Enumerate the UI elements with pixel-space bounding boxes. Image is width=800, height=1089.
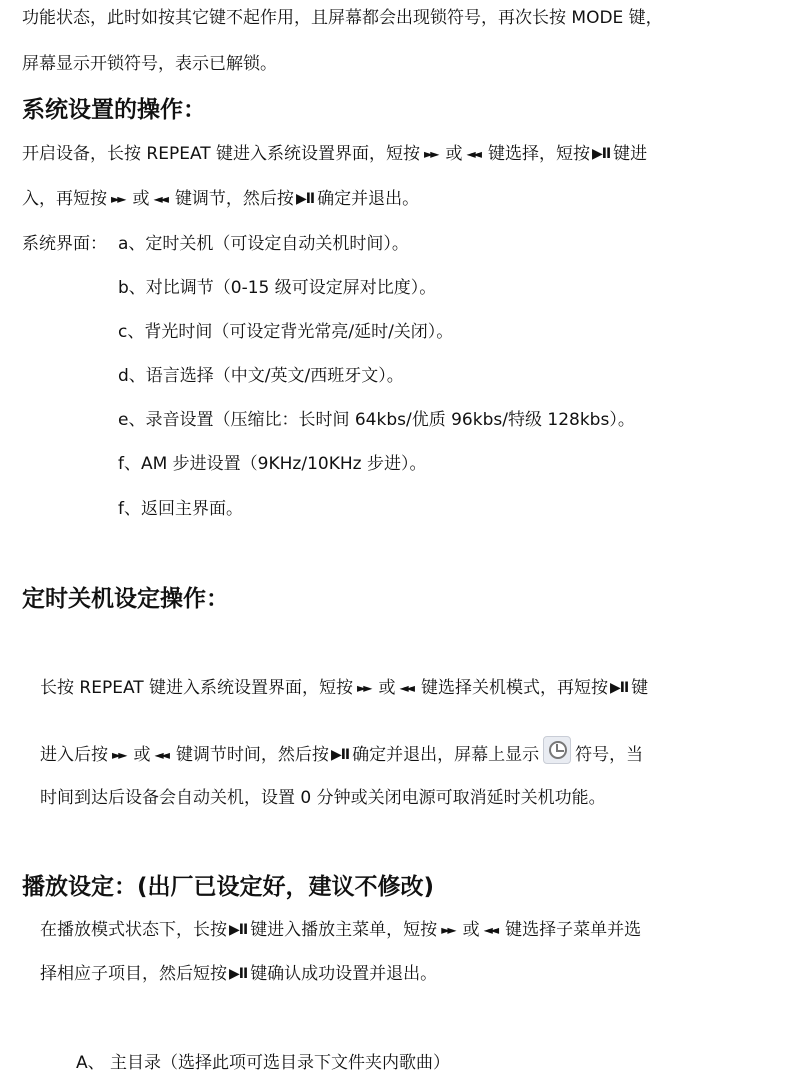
list-item: f、AM 步进设置（9KHz/10KHz 步进）。: [118, 454, 427, 474]
text: 或: [445, 144, 463, 164]
timer-line-3: 时间到达后设备会自动关机，设置 0 分钟或关闭电源可取消延时关机功能。: [40, 788, 606, 808]
text: 在播放模式状态下，长按: [40, 920, 227, 940]
play-item-a: A、 主目录（选择此项可选目录下文件夹内歌曲）: [76, 1053, 451, 1073]
play-pause-icon: ▶II: [591, 146, 611, 162]
text: 键确认成功设置并退出。: [250, 964, 438, 984]
play-pause-icon: ▶II: [330, 747, 350, 763]
play-line-2: [40, 962, 437, 986]
system-para-line-2: [22, 187, 419, 211]
rewind-icon: ◄◄: [399, 681, 412, 695]
fast-forward-icon: ►►: [424, 147, 437, 161]
timer-heading: 定时关机设定操作：: [22, 586, 229, 612]
text: 进入后按: [40, 745, 108, 765]
text: 长按 REPEAT 键进入系统设置界面，短按: [40, 678, 354, 698]
list-item: a、定时关机（可设定自动关机时间）。: [118, 234, 409, 254]
text: 键选择，短按: [487, 144, 590, 164]
text: 或: [133, 745, 151, 765]
rewind-icon: ◄◄: [153, 192, 166, 206]
text: 键进入播放主菜单，短按: [250, 920, 438, 940]
play-heading: 播放设定：(出厂已设定好，建议不修改): [22, 874, 435, 900]
text: 键调节时间，然后按: [175, 745, 329, 765]
timer-line-2: [40, 736, 643, 767]
text: 键选择子菜单并选: [505, 920, 642, 940]
text: 键调节，然后按: [174, 189, 294, 209]
list-item: d、语言选择（中文/英文/西班牙文）。: [118, 366, 404, 386]
text: 键进: [613, 144, 648, 164]
fast-forward-icon: ►►: [112, 748, 125, 762]
list-item: b、对比调节（0-15 级可设定屏对比度）。: [118, 278, 437, 298]
text: 符号，当: [575, 745, 644, 765]
system-heading: 系统设置的操作：: [22, 97, 206, 123]
text: 开启设备，长按 REPEAT 键进入系统设置界面，短按: [22, 144, 421, 164]
play-line-1: [40, 918, 641, 942]
intro-line-1: 功能状态，此时如按其它键不起作用，且屏幕都会出现锁符号，再次长按 MODE 键，: [22, 8, 663, 28]
list-item: e、录音设置（压缩比：长时间 64kbs/优质 96kbs/特级 128kbs）。: [118, 410, 635, 430]
fast-forward-icon: ►►: [441, 923, 454, 937]
play-pause-icon: ▶II: [229, 966, 248, 982]
text: 或: [378, 678, 396, 698]
system-list-lead: 系统界面：: [22, 234, 107, 254]
rewind-icon: ◄◄: [483, 923, 497, 937]
timer-clock-icon: [543, 736, 571, 764]
play-pause-icon: ▶II: [609, 680, 629, 696]
text: 择相应子项目，然后短按: [40, 964, 227, 984]
play-pause-icon: ▶II: [295, 191, 315, 207]
fast-forward-icon: ►►: [357, 681, 370, 695]
fast-forward-icon: ►►: [111, 192, 124, 206]
text: 或: [132, 189, 150, 209]
text: 键选择关机模式，再短按: [420, 678, 608, 698]
text: 键: [631, 678, 649, 698]
text: 确定并退出，屏幕上显示: [352, 745, 540, 765]
text: 确定并退出。: [317, 189, 420, 209]
text: 入，再短按: [22, 189, 107, 209]
play-pause-icon: ▶II: [229, 922, 248, 938]
text: 或: [462, 920, 480, 940]
rewind-icon: ◄◄: [466, 147, 479, 161]
system-para-line-1: [22, 142, 647, 166]
timer-line-1: [40, 676, 648, 700]
intro-line-2: 屏幕显示开锁符号，表示已解锁。: [22, 54, 277, 74]
list-item: f、返回主界面。: [118, 499, 243, 519]
list-item: c、背光时间（可设定背光常亮/延时/关闭）。: [118, 322, 454, 342]
rewind-icon: ◄◄: [154, 748, 167, 762]
